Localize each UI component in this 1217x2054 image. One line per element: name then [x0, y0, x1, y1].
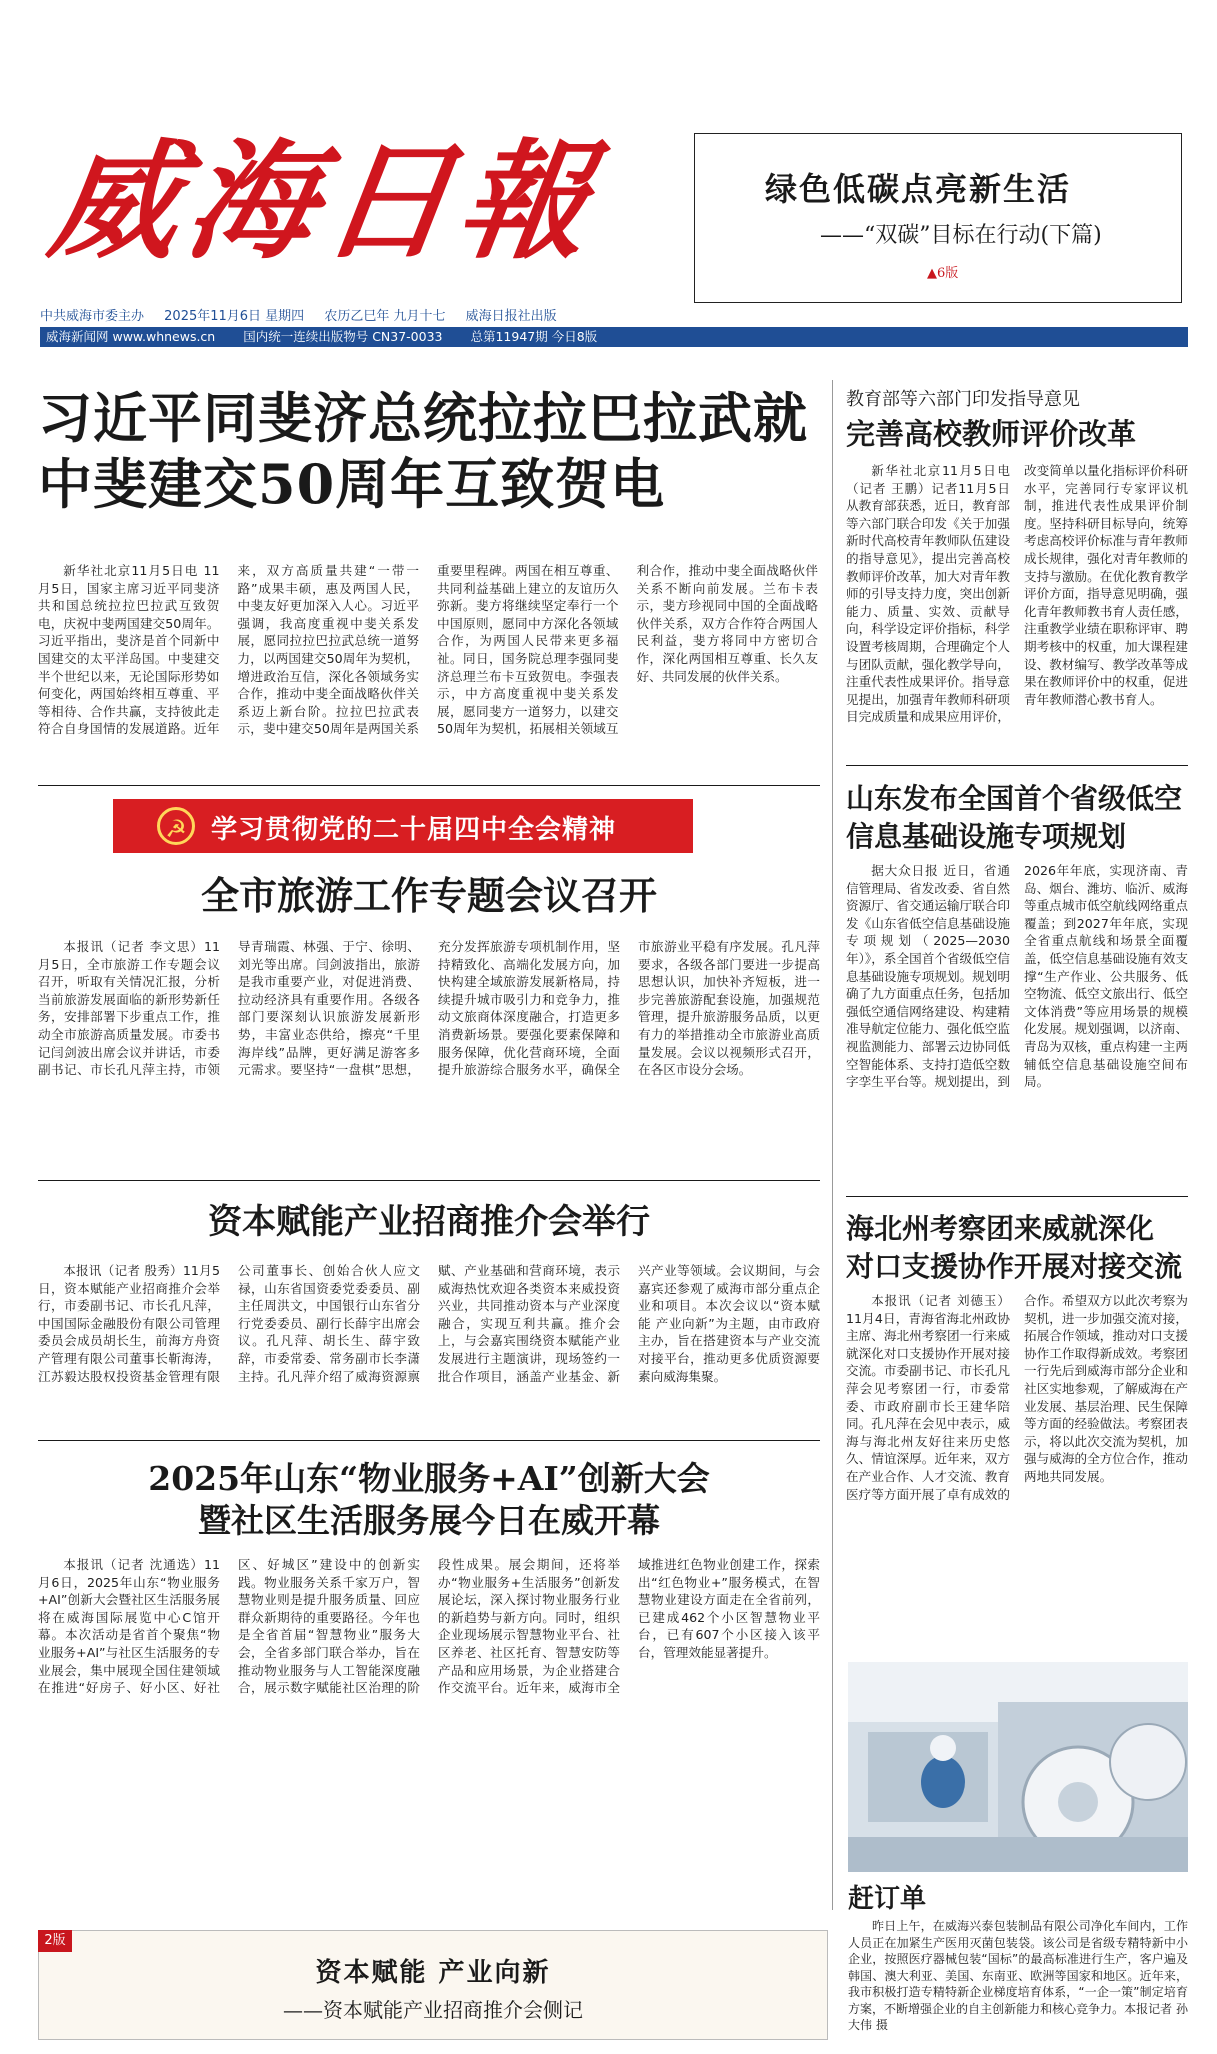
- service-headline-line1: 2025年山东“物业服务+AI”创新大会: [148, 1459, 710, 1498]
- info-publisher: 威海日报社出版: [465, 309, 557, 324]
- footer-subtitle: ——资本赋能产业招商推介会侧记: [283, 1998, 583, 2022]
- drone-headline-line1: 山东发布全国首个省级低空: [846, 782, 1183, 815]
- education-headline[interactable]: 完善高校教师评价改革: [846, 417, 1137, 451]
- column-divider: [832, 380, 833, 1910]
- info-lunar-date: 农历乙巳年 九月十七: [324, 309, 446, 324]
- education-body: [846, 462, 1188, 757]
- service-body-text: 本报讯（记者 沈通选）11月6日，2025年山东“物业服务+AI”创新大会暨社区生活服务展将在威海国际展览中心C馆开幕。本次活动是省首个聚焦“物业服务+AI”与社区生活服务的专业展会，集中展现全国住建领域在推进“好房子、好小区、好社区、好城区”建设中的创新实践。物业服务关系千家万户，智慧物业则是提升服务质量、回应群众新期待的重要路径。今年也是全省首届“智慧物业”服务大会，全省多部门联合举办，旨在推动物业服务与人工智能深度融合，展示数字赋能社区治理的阶段性成果。展会期间，还将举办“物业服务+生活服务”创新发展论坛，深入探讨物业服务行业的新趋势与新方向。同时，组织企业现场展示智慧物业平台、社区养老、社区托育、智慧安防等产品和应用场景，为企业搭建合作交流平台。近年来，威海市全域推进红色物业创建工作，探索出“红色物业+”服务模式，在智慧物业建设方面走在全省前列，已建成462个小区智慧物业平台，已有607个小区接入该平台，管理效能显著提升。: [38, 1557, 820, 1696]
- service-headline[interactable]: [38, 1458, 820, 1542]
- section-divider: [38, 785, 820, 786]
- section-divider: [38, 1180, 820, 1181]
- education-kicker: 教育部等六部门印发指导意见: [846, 389, 1080, 410]
- photo-caption: [848, 1918, 1188, 2043]
- photo-title: 赶订单: [848, 1884, 927, 1914]
- haibei-headline[interactable]: [846, 1210, 1188, 1286]
- education-body-text: 新华社北京11月5日电（记者 王鹏）记者11月5日从教育部获悉，近日，教育部等六部门联合印发《关于加强新时代高校青年教师队伍建设的指导意见》，提出完善高校教师评价改革，加大对青年教师的引导支持力度，突出创新能力、质量、实效、贡献导向，科学设定评价指标，科学设置考核周期，合理确定个人与团队贡献，强化教学导向，注重代表性成果评价。指导意见提出，加强青年教师科研项目完成质量和成果应用评价，改变简单以量化指标评价科研水平，完善同行专家评议机制，推进代表性成果评价制度。坚持科研目标导向，统筹考虑高校评价标准与青年教师成长规律，强化对青年教师的支持与激励。在优化教育教学评价方面，指导意见明确，强化青年教师教书育人责任感，注重教学业绩在职称评审、聘期考核中的权重，加大课程建设、教材编写、教学改革等成果在教师评价中的权重，促进青年教师潜心教书育人。: [846, 463, 1188, 725]
- drone-body-text: 据大众日报 近日，省通信管理局、省发改委、省自然资源厅、省交通运输厅联合印发《山东省低空信息基础设施专项规划（2025—2030年）》，系全国首个省级低空信息基础设施专项规划。规划明确了九方面重点任务，包括加强低空通信网络建设、构建精准导航定位能力、强化低空监视监测能力、部署云边协同低空智能体系、支持打造低空数字孪生平台等。规划提出，到2026年年底，实现济南、青岛、烟台、潍坊、临沂、威海等重点城市低空航线网络重点覆盖；到2027年年底，实现全省重点航线和场景全面覆盖，低空信息基础设施有效支撑“生产作业、公共服务、低空物流、低空文旅出行、低空文体消费”等应用场景的规模化发展。规划强调，以济南、青岛为双核，重点构建一主两辅低空信息基础设施空间布局。: [846, 863, 1188, 1090]
- haibei-body-text: 本报讯（记者 刘德玉）11月4日，青海省海北州政协主席、海北州考察团一行来威就深化对口支援协作开展对接交流。市委副书记、市长孔凡萍会见考察团一行，市委常委、市政府副市长王建华陪同。孔凡萍在会见中表示，威海与海北州友好往来历史悠久、情谊深厚。近年来，双方在产业合作、人才交流、教育医疗等方面开展了卓有成效的合作。希望双方以此次考察为契机，进一步加强交流对接，拓展合作领域，推动对口支援协作工作取得新成效。考察团一行先后到威海市部分企业和社区实地参观，了解威海在产业发展、基层治理、民生保障等方面的经验做法。考察团表示，将以此次交流为契机，加强与威海的全方位合作，推动两地共同发展。: [846, 1293, 1188, 1502]
- logo-text: 威海日報: [41, 127, 607, 277]
- haibei-headline-line1: 海北州考察团来威就深化: [846, 1212, 1155, 1245]
- tourism-headline[interactable]: 全市旅游工作专题会议召开: [200, 873, 657, 918]
- capital-headline[interactable]: 资本赋能产业招商推介会举行: [208, 1202, 650, 1242]
- service-body: [38, 1556, 820, 1911]
- haibei-body: [846, 1292, 1188, 1652]
- party-banner-text: 学习贯彻党的二十届四中全会精神: [211, 815, 617, 845]
- tourism-body: [38, 938, 820, 1174]
- info-website: 威海新闻网 www.whnews.cn: [46, 329, 216, 344]
- lead-body-text: 新华社北京11月5日电 11月5日，国家主席习近平同斐济共和国总统拉拉巴拉武互致贺电，庆祝中斐两国建交50周年。习近平指出，斐济是首个同新中国建交的太平洋岛国。中斐建交半个世纪以来，无论国际形势如何变化，两国始终相互尊重、平等相待、合作共赢，支持彼此走符合自身国情的发展道路。近年来，双方高质量共建“一带一路”成果丰硕，惠及两国人民，中斐友好更加深入人心。习近平强调，我高度重视中斐关系发展，愿同拉拉巴拉武总统一道努力，以两国建交50周年为契机，增进政治互信，深化各领域务实合作，推动中斐全面战略伙伴关系迈上新台阶。拉拉巴拉武表示，斐中建交50周年是两国关系重要里程碑。两国在相互尊重、共同利益基础上建立的友谊历久弥新。斐方将继续坚定奉行一个中国原则，愿同中方深化各领域合作，为两国人民带来更多福祉。同日，国务院总理李强同斐济总理兰布卡互致贺电。李强表示，中方高度重视中斐关系发展，愿同斐方一道努力，以建交50周年为契机，拓展相关领域互利合作，推动中斐全面战略伙伴关系不断向前发展。兰布卡表示，斐方珍视同中国的全面战略伙伴关系，双方合作符合两国人民利益，斐方将同中方密切合作，深化两国相互尊重、长久友好、共同发展的伙伴关系。: [38, 563, 818, 737]
- promo-subtitle: ——“双碳”目标在行动(下篇): [820, 223, 1102, 248]
- masthead-blue-bar: [40, 327, 1188, 347]
- promo-page-ref: ▲6版: [927, 266, 959, 281]
- drone-headline-line2: 信息基础设施专项规划: [846, 820, 1127, 853]
- section-divider: [846, 765, 1188, 766]
- capital-body: [38, 1262, 820, 1432]
- tourism-body-text: 本报讯（记者 李文思）11月5日，全市旅游工作专题会议召开，听取有关情况汇报，分析当前旅游发展面临的新形势新任务，安排部署下步重点工作，推动全市旅游高质量发展。市委书记闫剑波出席会议并讲话，市委副书记、市长孔凡萍主持，市领导青瑞霞、林强、于宁、徐明、刘光等出席。闫剑波指出，旅游是我市重要产业，对促进消费、拉动经济具有重要作用。各级各部门要深刻认识旅游发展新形势，丰富业态供给，擦亮“千里海岸线”品牌，更好满足游客多元需求。要坚持“一盘棋”思想，充分发挥旅游专项机制作用，坚持精致化、高端化发展方向，加快构建全域旅游发展新格局，持续提升城市吸引力和竞争力，推动文旅商体深度融合，打造更多消费新场景。要强化要素保障和服务保障，优化营商环境，全面提升旅游综合服务水平，确保全市旅游业平稳有序发展。孔凡萍要求，各级各部门要进一步提高思想认识，加快补齐短板，进一步完善旅游配套设施，加强规范管理，提升旅游服务品质，以更有力的举措推动全市旅游业高质量发展。会议以视频形式召开，在各区市设分会场。: [38, 939, 820, 1078]
- info-issue-number: 总第11947期 今日8版: [470, 329, 598, 344]
- masthead-info-line: [40, 305, 1188, 325]
- lead-headline[interactable]: 习近平同斐济总统拉拉巴拉武就中斐建交50周年互致贺电: [38, 386, 808, 516]
- lead-body: [38, 562, 818, 762]
- promo-box[interactable]: [694, 133, 1182, 303]
- newspaper-logo: [41, 118, 632, 286]
- haibei-headline-line2: 对口支援协作开展对接交流: [846, 1250, 1183, 1283]
- capital-body-text: 本报讯（记者 殷秀）11月5日，资本赋能产业招商推介会举行，市委副书记、市长孔凡萍，中国国际金融股份有限公司管理委员会成员胡长生，前海方舟资产管理有限公司董事长靳海涛，江苏毅达股权投资基金管理有限公司董事长、创始合伙人应文禄，山东省国资委党委委员、副主任周洪文，中国银行山东省分行党委委员、副行长薛宇出席会议。孔凡萍、胡长生、薛宇致辞，市委常委、常务副市长李潇主持。孔凡萍介绍了威海资源禀赋、产业基础和营商环境，表示威海热忱欢迎各类资本来威投资兴业，共同推动资本与产业深度融合，实现互利共赢。推介会上，与会嘉宾围绕资本赋能产业发展进行主题演讲，现场签约一批合作项目，涵盖产业基金、新兴产业等领域。会议期间，与会嘉宾还参观了威海市部分重点企业和项目。本次会议以“资本赋能 产业向新”为主题，由市政府主办，旨在搭建资本与产业交流对接平台，推动更多优质资源要素向威海集聚。: [38, 1263, 820, 1384]
- info-sponsor: 中共威海市委主办: [40, 309, 145, 324]
- drone-headline[interactable]: [846, 780, 1188, 856]
- footer-title: 资本赋能 产业向新: [315, 1958, 551, 1988]
- footer-page-tag: 2版: [38, 1930, 72, 1952]
- service-headline-line2: 暨社区生活服务展今日在威开幕: [198, 1501, 660, 1540]
- photo-caption-text: 昨日上午，在威海兴泰包装制品有限公司净化车间内，工作人员正在加紧生产医用灭菌包装袋。该公司是省级专精特新中小企业，按照医疗器械包装“国标”的最高标准进行生产，客户遍及韩国、澳大利亚、美国、东南亚、欧洲等国家和地区。近年来，我市积极打造专精特新企业梯度培育体系，“一企一策”制定培育方案，不断增强企业的自主创新能力和核心竞争力。本报记者 孙大伟 摄: [848, 1919, 1188, 2032]
- factory-photo-image: [848, 1662, 1188, 1872]
- party-banner: [113, 799, 693, 853]
- factory-photo: [848, 1662, 1188, 1872]
- info-serial-number: 国内统一连续出版物号 CN37-0033: [243, 329, 443, 344]
- promo-title: 绿色低碳点亮新生活: [765, 170, 1072, 208]
- info-date: 2025年11月6日 星期四: [164, 309, 305, 324]
- section-divider: [38, 1440, 820, 1441]
- party-emblem-icon: ☭: [157, 807, 195, 845]
- section-divider: [846, 1196, 1188, 1197]
- drone-body: [846, 862, 1188, 1188]
